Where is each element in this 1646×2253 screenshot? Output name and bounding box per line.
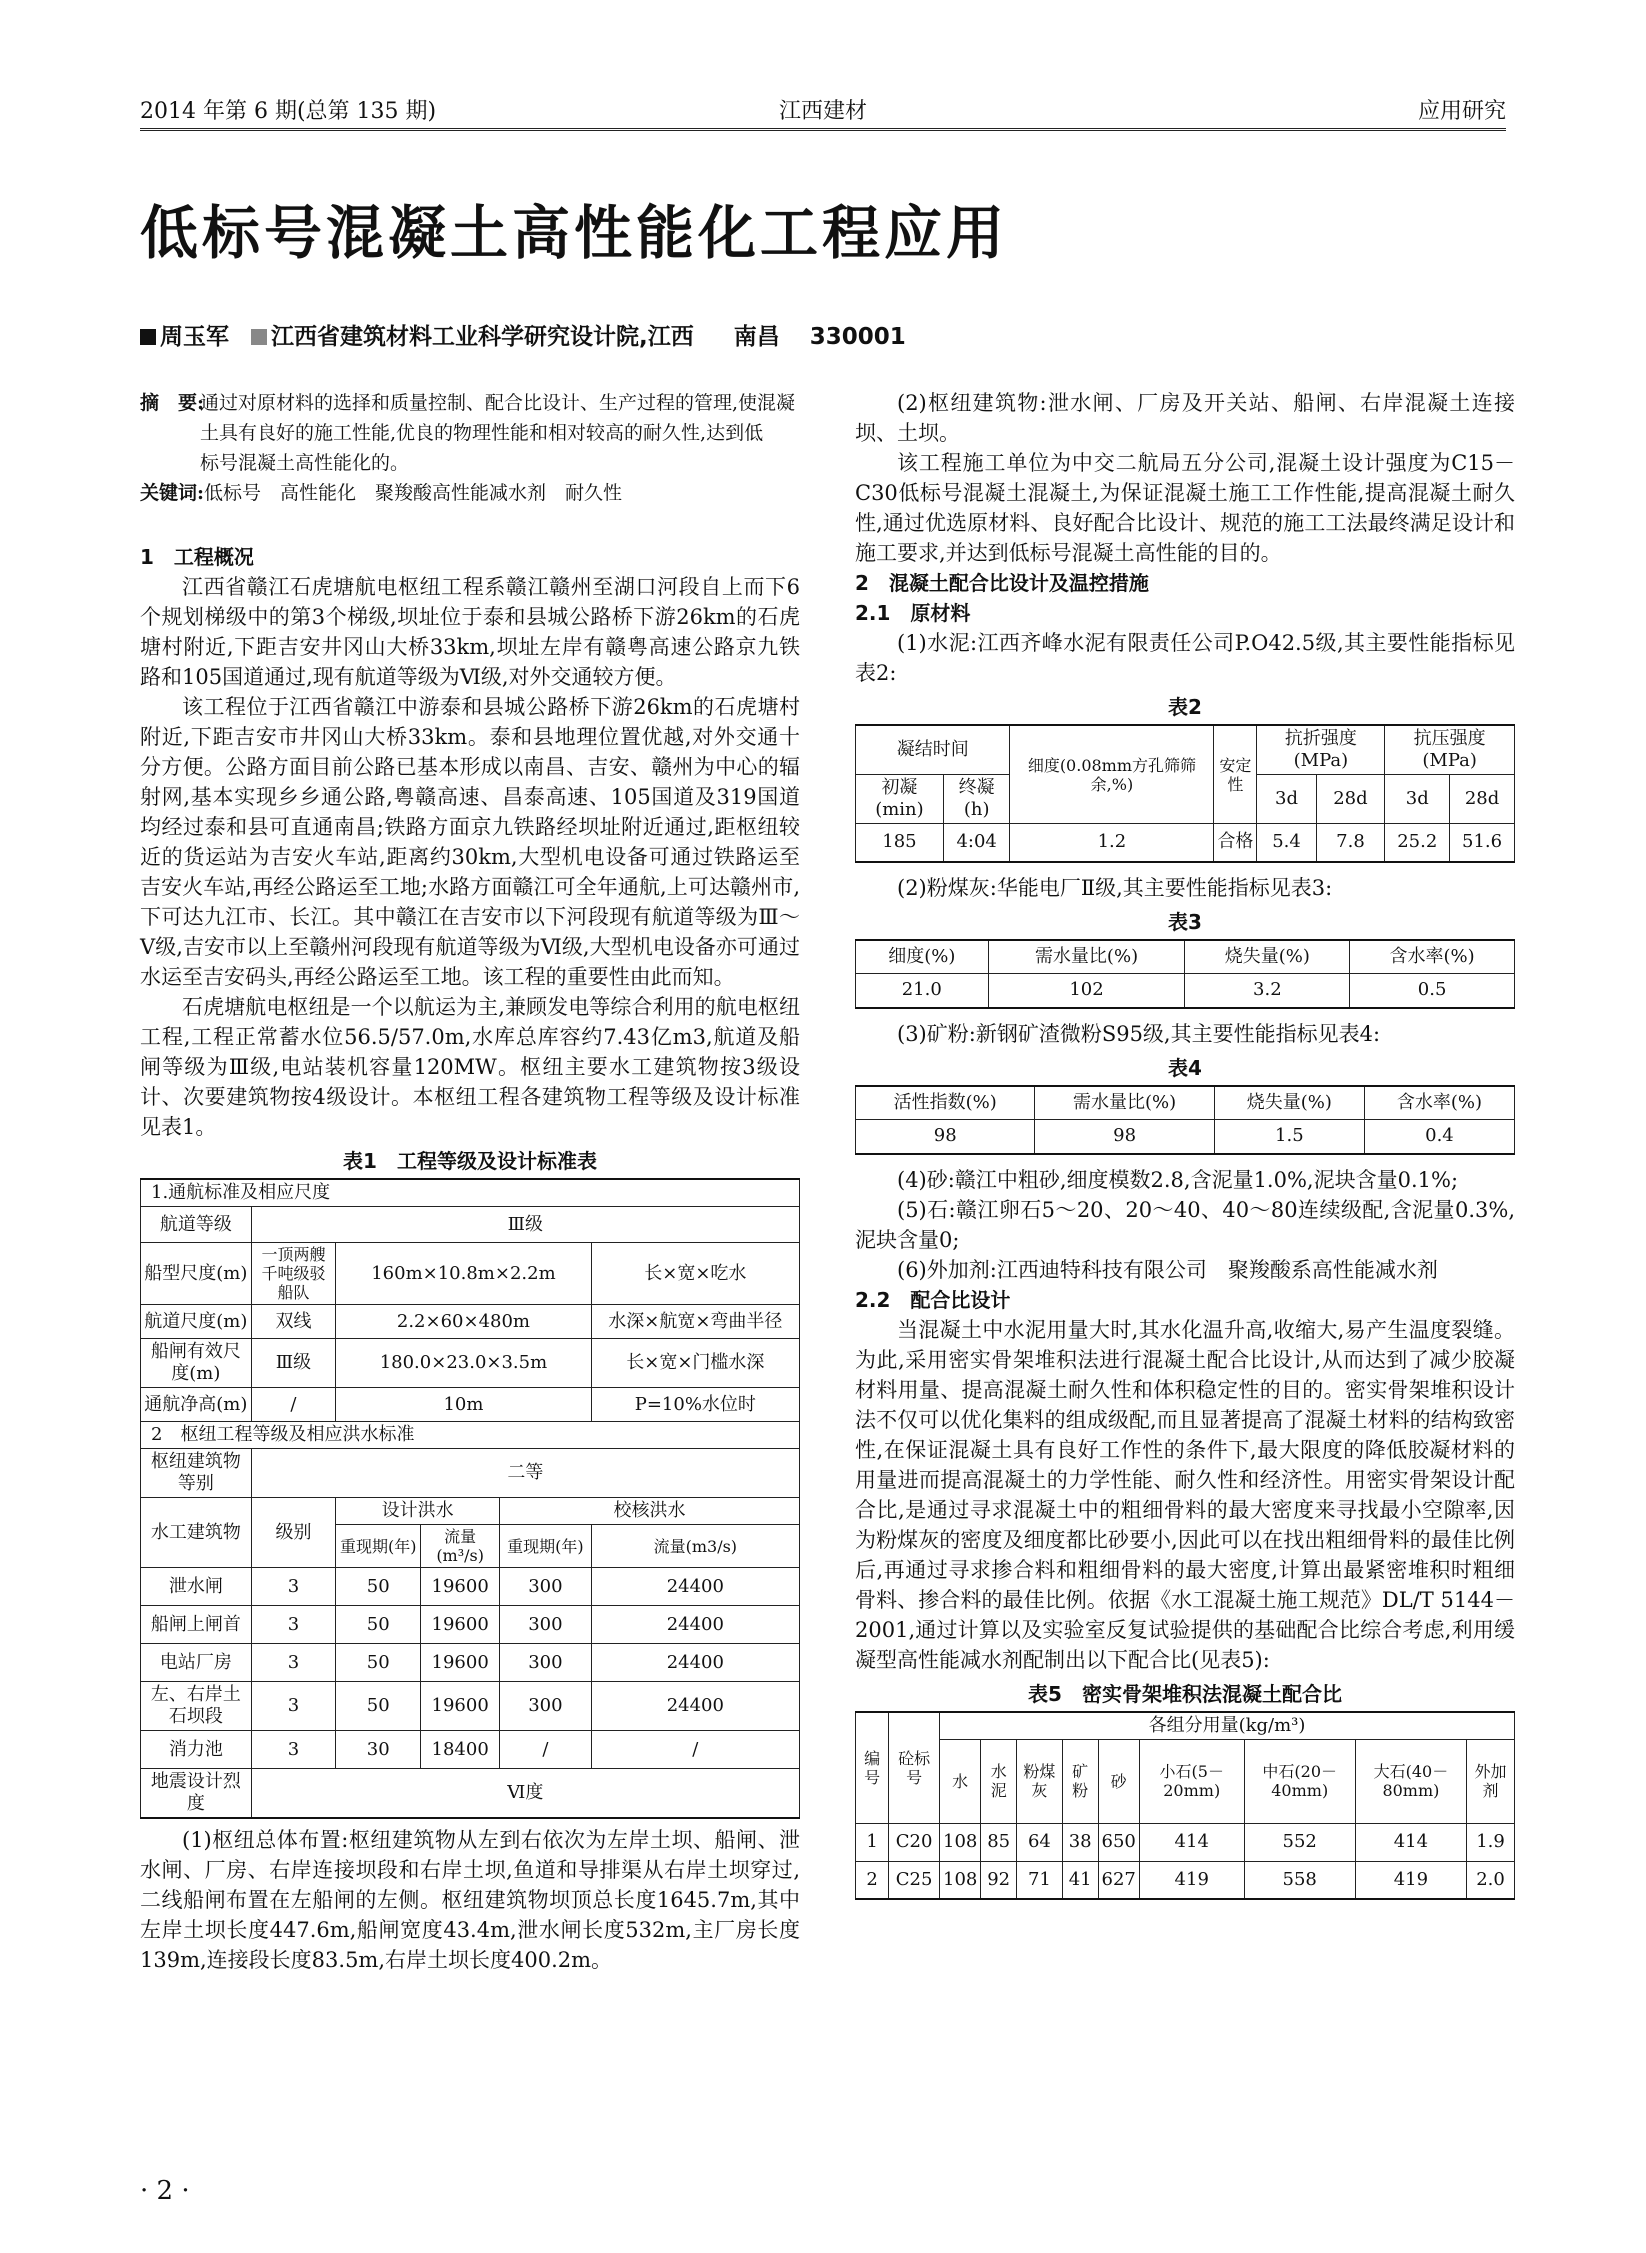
table-cell: 64 <box>1017 1823 1063 1861</box>
table-cell: 7.8 <box>1316 824 1385 862</box>
table-row <box>141 1606 800 1644</box>
table-cell: 108 <box>940 1861 981 1899</box>
table-cell: 18400 <box>421 1731 500 1769</box>
table-row <box>856 974 1515 1008</box>
table-header: 水 <box>940 1739 981 1823</box>
table-cell: 0.5 <box>1350 974 1515 1008</box>
table-cell: 21.0 <box>856 974 989 1008</box>
table-cell: 长×宽×吃水 <box>591 1243 799 1305</box>
table-cell: 枢纽建筑物等别 <box>141 1449 252 1498</box>
table-header: 细度(%) <box>856 940 989 974</box>
table-cell: 3.2 <box>1185 974 1350 1008</box>
table-cell: C25 <box>889 1861 940 1899</box>
table-cell: 19600 <box>421 1644 500 1682</box>
table-cell: 10m <box>336 1388 591 1422</box>
table-header: 小石(5－20mm) <box>1139 1739 1244 1823</box>
table-section-row: 2 枢纽工程等级及相应洪水标准 <box>141 1422 800 1449</box>
paragraph: (1)水泥:江西齐峰水泥有限责任公司P.O42.5级,其主要性能指标见表2: <box>855 631 1515 685</box>
table-cell: 108 <box>940 1823 981 1861</box>
author-postcode: 330001 <box>809 324 906 350</box>
section-name: 应用研究 <box>1417 99 1506 124</box>
table-header: 抗压强度(MPa) <box>1385 725 1515 775</box>
square-bullet-icon <box>251 329 267 345</box>
section-heading: 2 混凝土配合比设计及温控措施 <box>855 571 1149 595</box>
table-cell: 1.5 <box>1214 1120 1364 1154</box>
table-cell: / <box>251 1388 336 1422</box>
paragraph: 江西省赣江石虎塘航电枢纽工程系赣江赣州至湖口河段自上而下6个规划梯级中的第3个梯级,坝址位于泰和县城公路桥下游26km的石虎塘村附近,下距吉安井冈山大桥33km,坝址左岸有赣粤高速公路京九铁路和105国道通过,现有航道等级为Ⅵ级,对外交通较方便。 <box>140 575 800 689</box>
table-cell: 船闸上闸首 <box>141 1606 252 1644</box>
table-cell: Ⅲ级 <box>251 1207 799 1243</box>
abstract-line: 土具有良好的施工性能,优良的物理性能和相对较高的耐久性,达到低 <box>200 422 764 444</box>
subsection-heading: 2.2 配合比设计 <box>855 1287 1011 1312</box>
table-row <box>141 1731 800 1769</box>
subsection-heading: 2.1 原材料 <box>855 601 971 625</box>
table-cell: 50 <box>336 1644 421 1682</box>
table-header: 3d <box>1385 775 1450 824</box>
table-header: 砼标号 <box>889 1712 940 1824</box>
table-header: 28d <box>1450 775 1515 824</box>
table-header: 重现期(年) <box>500 1525 592 1568</box>
table-cell: 双线 <box>251 1305 336 1339</box>
journal-name: 江西建材 <box>778 99 867 124</box>
table-cell: 300 <box>500 1568 592 1606</box>
table-cell: 长×宽×门槛水深 <box>591 1339 799 1388</box>
table-caption: 表2 <box>1168 695 1202 719</box>
table-row <box>856 1823 1515 1861</box>
table-cell: 25.2 <box>1385 824 1450 862</box>
table-cell: 160m×10.8m×2.2m <box>336 1243 591 1305</box>
table-header: 需水量比(%) <box>988 940 1185 974</box>
table-row <box>141 1644 800 1682</box>
table-header: 各组分用量(kg/m³) <box>940 1712 1515 1740</box>
paragraph: (4)砂:赣江中粗砂,细度模数2.8,含泥量1.0%,泥块含量0.1%; <box>897 1167 1459 1192</box>
table-header: 重现期(年) <box>336 1525 421 1568</box>
table-cell: 300 <box>500 1682 592 1731</box>
paragraph: (2)枢纽建筑物:泄水闸、厂房及开关站、船闸、右岸混凝土连接坝、土坝。 <box>855 391 1515 445</box>
page-number: · 2 · <box>140 2176 190 2206</box>
table-header: 细度(0.08mm方孔筛筛余,%) <box>1010 725 1214 824</box>
table-cell: 航道尺度(m) <box>141 1305 252 1339</box>
table-cell: 船型尺度(m) <box>141 1243 252 1305</box>
table-header: 砂 <box>1098 1739 1139 1823</box>
table-row <box>141 1682 800 1731</box>
table-cell: 85 <box>981 1823 1017 1861</box>
paragraph: 该工程位于江西省赣江中游泰和县城公路桥下游26km的石虎塘村附近,下距吉安市井冈山大桥33km。泰和县地理位置优越,对外交通十分方便。公路方面目前公路已基本形成以南昌、吉安、赣州为中心的辐射网,基本实现乡乡通公路,粤赣高速、昌泰高速、105国道及319国道均经过泰和县可直通南昌;铁路方面京九铁路经坝址附近通过,距枢纽较近的货运站为吉安火车站,距离约30km,大型机电设备可通过铁路运至吉安火车站,再经公路运至工地;水路方面赣江可全年通航,上可达赣州市,下可达九江市、长江。其中赣江在吉安市以下河段现有航道等级为Ⅲ～Ⅴ级,吉安市以上至赣州河段现有航道等级为Ⅵ级,大型机电设备亦可通过水运至吉安码头,再经公路运至工地。该工程的重要性由此而知。 <box>140 695 800 989</box>
table-cell: 二等 <box>251 1449 799 1498</box>
issue-info: 2014 年第 6 期(总第 135 期) <box>140 99 437 124</box>
paragraph: (3)矿粉:新钢矿渣微粉S95级,其主要性能指标见表4: <box>897 1021 1381 1046</box>
table-cell: 24400 <box>591 1568 799 1606</box>
table-cell: 24400 <box>591 1644 799 1682</box>
table-header: 烧失量(%) <box>1214 1086 1364 1120</box>
table-header: 粉煤灰 <box>1017 1739 1063 1823</box>
table-caption: 表5 密实骨架堆积法混凝土配合比 <box>1028 1681 1342 1706</box>
table-header: 初凝(min) <box>856 775 944 824</box>
table-cell: 558 <box>1244 1861 1355 1899</box>
table-cell: 1 <box>856 1823 889 1861</box>
table-cell: 185 <box>856 824 944 862</box>
table-header: 外加剂 <box>1467 1739 1515 1823</box>
table-header: 需水量比(%) <box>1035 1086 1214 1120</box>
table-cell: 2.0 <box>1467 1861 1515 1899</box>
table-cell: 414 <box>1139 1823 1244 1861</box>
table-cell: 泄水闸 <box>141 1568 252 1606</box>
table-cell: 2 <box>856 1861 889 1899</box>
table-cell: P=10%水位时 <box>591 1388 799 1422</box>
author-line <box>140 318 906 351</box>
paragraph: 该工程施工单位为中交二航局五分公司,混凝土设计强度为C15－C30低标号混凝土混凝土,为保证混凝土施工工作性能,提高混凝土耐久性,通过优选原材料、良好配合比设计、规范的施工工法最终满足设计和施工要求,并达到低标号混凝土高性能的目的。 <box>855 451 1515 565</box>
table-cell: 414 <box>1355 1823 1466 1861</box>
table-cell: Ⅵ度 <box>251 1769 799 1819</box>
table-header: 含水率(%) <box>1364 1086 1514 1120</box>
table-header: 安定性 <box>1214 725 1257 824</box>
table-cell: 一顶两艘千吨级驳船队 <box>251 1243 336 1305</box>
table-cell: 50 <box>336 1682 421 1731</box>
table-cell: 1.9 <box>1467 1823 1515 1861</box>
table-header: 中石(20－40mm) <box>1244 1739 1355 1823</box>
table-header: 水工建筑物 <box>141 1498 252 1568</box>
table-cell: 650 <box>1098 1823 1139 1861</box>
table-cell: / <box>591 1731 799 1769</box>
table-cell: 98 <box>1035 1120 1214 1154</box>
table-cell: 合格 <box>1214 824 1257 862</box>
table-cell: 3 <box>251 1682 336 1731</box>
table-cell: 3 <box>251 1606 336 1644</box>
table-cell: 300 <box>500 1606 592 1644</box>
table-header: 凝结时间 <box>856 725 1010 775</box>
table-header: 编号 <box>856 1712 889 1824</box>
keywords: 低标号 高性能化 聚羧酸高性能减水剂 耐久性 <box>204 482 623 504</box>
paragraph: 石虎塘航电枢纽是一个以航运为主,兼顾发电等综合利用的航电枢纽工程,工程正常蓄水位56.5/57.0m,水库总库容约7.43亿m3,航道及船闸等级为Ⅲ级,电站装机容量120MW。枢纽主要水工建筑物按3级设计、次要建筑物按4级设计。本枢纽工程各建筑物工程等级及设计标准见表1。 <box>140 995 800 1139</box>
table-cell: 3 <box>251 1731 336 1769</box>
table-cell: 19600 <box>421 1682 500 1731</box>
table-1 <box>140 1178 800 1819</box>
paragraph: 当混凝土中水泥用量大时,其水化温升高,收缩大,易产生温度裂缝。为此,采用密实骨架堆积法进行混凝土配合比设计,从而达到了减少胶凝材料用量、提高混凝土耐久性和体积稳定性的目的。密实骨架堆积设计法不仅可以优化集料的组成级配,而且显著提高了混凝土材料的结构致密性,在保证混凝土具有良好工作性的条件下,最大限度的降低胶凝材料的用量进而提高混凝土的力学性能、耐久性和经济性。用密实骨架设计配合比,是通过寻求混凝土中的粗细骨料的最大密度来寻找最小空隙率,因为粉煤灰的密度及细度都比砂要小,因此可以在找出粗细骨料的最佳比例后,再通过寻求掺合料和粗细骨料的最大密度,计算出最紧密堆积时粗细骨料、掺合料的最佳比例。依据《水工混凝土施工规范》DL/T 5144－2001,通过计算以及实验室反复试验提供的基础配合比综合考虑,利用缓凝型高性能减水剂配制出以下配合比(见表5): <box>855 1317 1515 1672</box>
table-cell: 2.2×60×480m <box>336 1305 591 1339</box>
table-header: 抗折强度(MPa) <box>1257 725 1385 775</box>
table-cell: 552 <box>1244 1823 1355 1861</box>
table-cell: 3 <box>251 1568 336 1606</box>
table-header: 流量(m3/s) <box>591 1525 799 1568</box>
table-cell: 180.0×23.0×3.5m <box>336 1339 591 1388</box>
table-3 <box>855 939 1515 1009</box>
table-header: 设计洪水 <box>336 1498 500 1525</box>
table-2 <box>855 724 1515 863</box>
table-cell: 地震设计烈度 <box>141 1769 252 1819</box>
table-header: 28d <box>1316 775 1385 824</box>
table-cell: 24400 <box>591 1606 799 1644</box>
table-caption: 表3 <box>1168 909 1202 934</box>
table-cell: 51.6 <box>1450 824 1515 862</box>
table-row <box>856 1120 1515 1154</box>
article-title: 低标号混凝土高性能化工程应用 <box>140 199 1009 267</box>
table-header: 含水率(%) <box>1350 940 1515 974</box>
table-cell: 92 <box>981 1861 1017 1899</box>
table-cell: 98 <box>856 1120 1035 1154</box>
abstract-line: 通过对原材料的选择和质量控制、配合比设计、生产过程的管理,使混凝 <box>200 392 796 414</box>
table-cell: Ⅲ级 <box>251 1339 336 1388</box>
abstract <box>140 388 800 508</box>
table-cell: 航道等级 <box>141 1207 252 1243</box>
table-cell: 50 <box>336 1568 421 1606</box>
table-header: 活性指数(%) <box>856 1086 1035 1120</box>
table-cell: C20 <box>889 1823 940 1861</box>
left-column <box>140 542 800 1975</box>
table-cell: 0.4 <box>1364 1120 1514 1154</box>
section-heading: 1 工程概况 <box>140 545 254 569</box>
table-header: 流量(m³/s) <box>421 1525 500 1568</box>
table-header: 级别 <box>251 1498 336 1568</box>
table-section-row: 1.通航标准及相应尺度 <box>141 1179 800 1207</box>
table-header: 水泥 <box>981 1739 1017 1823</box>
table-cell: 通航净高(m) <box>141 1388 252 1422</box>
table-cell: 627 <box>1098 1861 1139 1899</box>
square-bullet-icon <box>140 329 156 345</box>
table-cell: 水深×航宽×弯曲半径 <box>591 1305 799 1339</box>
paragraph: (6)外加剂:江西迪特科技有限公司 聚羧酸系高性能减水剂 <box>897 1257 1438 1282</box>
table-cell: 300 <box>500 1644 592 1682</box>
table-cell: 4:04 <box>943 824 1010 862</box>
running-header <box>140 94 1506 131</box>
table-cell: 19600 <box>421 1606 500 1644</box>
table-cell: 102 <box>988 974 1185 1008</box>
table-row <box>856 824 1515 862</box>
table-cell: / <box>500 1731 592 1769</box>
table-cell: 38 <box>1062 1823 1098 1861</box>
table-cell: 电站厂房 <box>141 1644 252 1682</box>
paragraph: (1)枢纽总体布置:枢纽建筑物从左到右依次为左岸土坝、船闸、泄水闸、厂房、右岸连接坝段和右岸土坝,鱼道和导排渠从右岸土坝穿过,二线船闸布置在左船闸的左侧。枢纽建筑物坝顶总长度1645.7m,其中左岸土坝长度447.6m,船闸宽度43.4m,泄水闸长度532m,主厂房长度139m,连接段长度83.5m,右岸土坝长度400.2m。 <box>140 1828 800 1972</box>
table-5 <box>855 1711 1515 1901</box>
table-4 <box>855 1085 1515 1155</box>
table-cell: 5.4 <box>1257 824 1316 862</box>
table-header: 矿粉 <box>1062 1739 1098 1823</box>
table-row <box>856 1861 1515 1899</box>
table-cell: 30 <box>336 1731 421 1769</box>
table-cell: 71 <box>1017 1861 1063 1899</box>
table-cell: 3 <box>251 1644 336 1682</box>
author-city: 南昌 <box>733 324 780 350</box>
table-header: 烧失量(%) <box>1185 940 1350 974</box>
author-affiliation: 江西省建筑材料工业科学研究设计院,江西 <box>271 324 694 350</box>
table-caption: 表1 工程等级及设计标准表 <box>343 1149 597 1173</box>
table-row <box>141 1568 800 1606</box>
table-cell: 19600 <box>421 1568 500 1606</box>
table-cell: 1.2 <box>1010 824 1214 862</box>
table-cell: 419 <box>1355 1861 1466 1899</box>
table-cell: 左、右岸土石坝段 <box>141 1682 252 1731</box>
keywords-label: 关键词: <box>140 482 205 504</box>
table-caption: 表4 <box>1168 1055 1202 1080</box>
table-cell: 41 <box>1062 1861 1098 1899</box>
table-header: 校核洪水 <box>500 1498 800 1525</box>
paragraph: (5)石:赣江卵石5～20、20～40、40～80连续级配,含泥量0.3%,泥块含量0; <box>855 1197 1515 1252</box>
table-cell: 消力池 <box>141 1731 252 1769</box>
author-name: 周玉军 <box>160 324 229 350</box>
table-header: 终凝(h) <box>943 775 1010 824</box>
abstract-line: 标号混凝土高性能化的。 <box>200 452 410 474</box>
right-column <box>855 388 1515 1900</box>
table-cell: 50 <box>336 1606 421 1644</box>
table-cell: 24400 <box>591 1682 799 1731</box>
table-cell: 419 <box>1139 1861 1244 1899</box>
paragraph: (2)粉煤灰:华能电厂Ⅱ级,其主要性能指标见表3: <box>897 875 1333 900</box>
abstract-label: 摘 要: <box>140 392 205 414</box>
table-header: 大石(40－80mm) <box>1355 1739 1466 1823</box>
table-header: 3d <box>1257 775 1316 824</box>
table-cell: 船闸有效尺度(m) <box>141 1339 252 1388</box>
